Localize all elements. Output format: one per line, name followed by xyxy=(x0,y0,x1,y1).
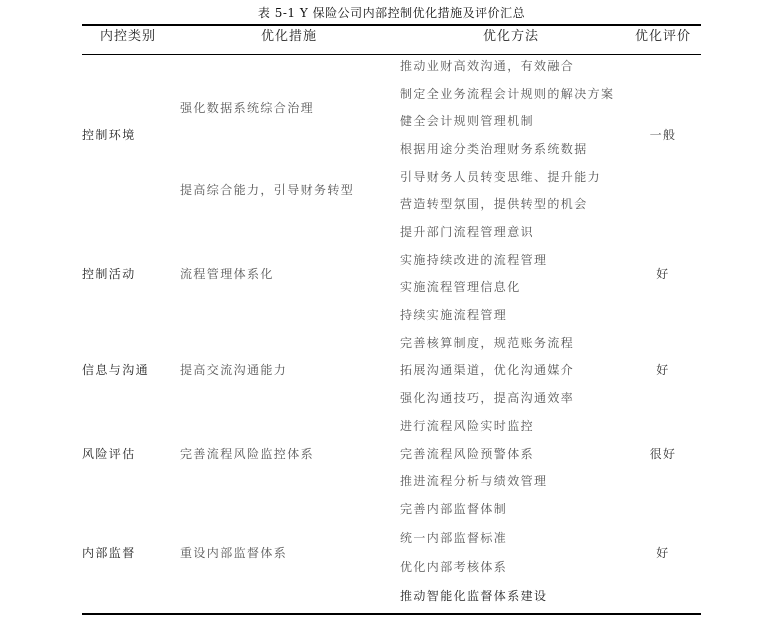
row-category: 控制活动 xyxy=(82,267,136,281)
row-measure: 提高交流沟通能力 xyxy=(180,363,288,377)
top-rule xyxy=(82,24,701,26)
row-method: 根据用途分类治理财务系统数据 xyxy=(400,142,588,156)
row-method: 实施流程管理信息化 xyxy=(400,280,521,294)
header-measures: 优化措施 xyxy=(260,29,318,44)
row-method: 优化内部考核体系 xyxy=(400,560,508,574)
row-method: 推动业财高效沟通，有效融合 xyxy=(400,59,575,73)
row-measure: 提高综合能力，引导财务转型 xyxy=(180,183,355,197)
row-method: 强化沟通技巧，提高沟通效率 xyxy=(400,391,575,405)
row-evaluation: 很好 xyxy=(649,447,677,461)
row-measure: 重设内部监督体系 xyxy=(180,546,288,560)
bottom-rule xyxy=(82,613,701,615)
row-measure: 强化数据系统综合治理 xyxy=(180,101,315,115)
row-method: 进行流程风险实时监控 xyxy=(400,419,535,433)
row-method: 营造转型氛围，提供转型的机会 xyxy=(400,197,588,211)
row-method: 引导财务人员转变思维、提升能力 xyxy=(400,170,602,184)
row-evaluation: 好 xyxy=(656,267,670,281)
row-category: 内部监督 xyxy=(82,546,136,560)
row-method: 完善流程风险预警体系 xyxy=(400,447,535,461)
row-evaluation: 好 xyxy=(656,546,670,560)
row-method: 提升部门流程管理意识 xyxy=(400,225,535,239)
row-evaluation: 好 xyxy=(656,363,670,377)
row-method: 推进流程分析与绩效管理 xyxy=(400,474,548,488)
header-evaluation: 优化评价 xyxy=(634,29,692,44)
header-rule xyxy=(82,54,701,55)
row-evaluation: 一般 xyxy=(649,128,677,142)
row-method: 拓展沟通渠道，优化沟通媒介 xyxy=(400,363,575,377)
row-method: 健全会计规则管理机制 xyxy=(400,114,535,128)
row-method: 完善内部监督体制 xyxy=(400,502,508,516)
row-measure: 完善流程风险监控体系 xyxy=(180,447,315,461)
row-method: 推动智能化监督体系建设 xyxy=(400,589,548,603)
row-measure: 流程管理体系化 xyxy=(180,267,274,281)
header-methods: 优化方法 xyxy=(482,29,540,44)
row-method: 制定全业务流程会计规则的解决方案 xyxy=(400,87,615,101)
table-caption: 表 5-1 Y 保险公司内部控制优化措施及评价汇总 xyxy=(257,6,526,20)
row-method: 统一内部监督标准 xyxy=(400,531,508,545)
row-category: 控制环境 xyxy=(82,128,136,142)
row-method: 完善核算制度，规范账务流程 xyxy=(400,336,575,350)
header-category: 内控类别 xyxy=(99,29,157,44)
row-category: 信息与沟通 xyxy=(82,363,150,377)
row-method: 持续实施流程管理 xyxy=(400,308,508,322)
row-method: 实施持续改进的流程管理 xyxy=(400,253,548,267)
row-category: 风险评估 xyxy=(82,447,136,461)
